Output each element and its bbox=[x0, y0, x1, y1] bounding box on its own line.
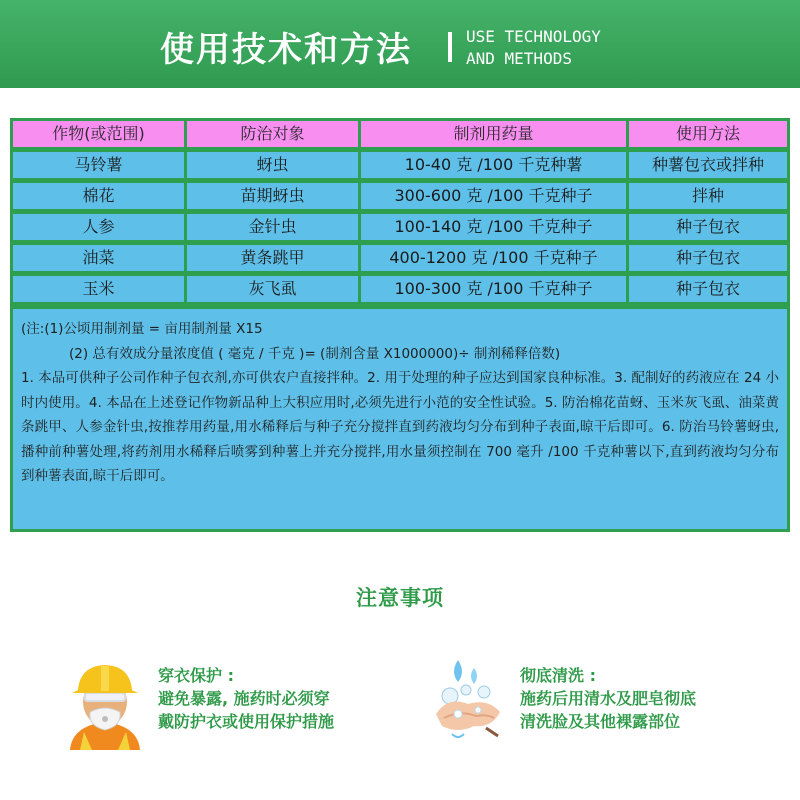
english-subtitle-line1: USE TECHNOLOGY bbox=[466, 27, 601, 46]
table-cell: 棉花 bbox=[13, 183, 184, 209]
usage-notes bbox=[13, 309, 787, 529]
table-cell: 种子包衣 bbox=[629, 276, 787, 302]
title-divider bbox=[448, 32, 452, 62]
cleaning-tip bbox=[520, 664, 696, 733]
usage-panel bbox=[10, 118, 790, 532]
table-header-method: 使用方法 bbox=[629, 121, 787, 147]
cleaning-tip-line2: 清洗脸及其他裸露部位 bbox=[520, 712, 681, 731]
cleaning-tip-heading: 彻底清洗 : bbox=[520, 666, 596, 685]
cleaning-tip-line1: 施药后用清水及肥皂彻底 bbox=[520, 689, 697, 708]
table-header-target: 防治对象 bbox=[187, 121, 358, 147]
table-cell: 种子包衣 bbox=[629, 214, 787, 240]
clothing-tip-line1: 避免暴露, 施药时必须穿 bbox=[158, 689, 330, 708]
note-line-1: (注:(1)公顷用制剂量 = 亩用制剂量 X15 bbox=[21, 321, 263, 337]
table-cell: 拌种 bbox=[629, 183, 787, 209]
precautions-title: 注意事项 bbox=[356, 586, 444, 610]
table-cell: 玉米 bbox=[13, 276, 184, 302]
table-cell: 人参 bbox=[13, 214, 184, 240]
clothing-tip bbox=[158, 664, 334, 733]
table-cell: 蚜虫 bbox=[187, 152, 358, 178]
table-cell: 100-300 克 /100 千克种子 bbox=[361, 276, 626, 302]
note-line-2: (2) 总有效成分量浓度值 ( 毫克 / 千克 )= (制剂含量 X1000000)÷ 制剂稀释倍数) bbox=[69, 345, 561, 362]
table-cell: 灰飞虱 bbox=[187, 276, 358, 302]
table-cell: 种薯包衣或拌种 bbox=[629, 152, 787, 178]
table-cell: 10-40 克 /100 千克种薯 bbox=[361, 152, 626, 178]
table-cell: 黄条跳甲 bbox=[187, 245, 358, 271]
english-subtitle bbox=[466, 26, 601, 70]
usage-instructions: 1. 本品可供种子公司作种子包衣剂,亦可供农户直接拌种。2. 用于处理的种子应达到国家良种标准。3. 配制好的药液应在 24 小时内使用。4. 本品在上述登记作物新品种上大积应用时,必须先进行小范的安全性试验。5. 防治棉花苗蚜、玉米灰飞虱、油菜黄条跳甲、人参金针虫,按推荐用药量,用水稀释后与种子充分搅拌直到药液均匀分布到种子表面,晾干后即可。6. 防治马铃薯蚜虫,播种前种薯处理,将药剂用水稀释后喷雾到种薯上并充分搅拌,用水量须控制在 700 毫升 /100 千克种薯以下,直到药液均匀分布到种薯表面,晾干后即可。 bbox=[21, 370, 779, 484]
table-cell: 金针虫 bbox=[187, 214, 358, 240]
table-cell: 100-140 克 /100 千克种子 bbox=[361, 214, 626, 240]
protective-gear-icon bbox=[62, 660, 148, 750]
clothing-tip-line2: 戴防护衣或使用保护措施 bbox=[158, 712, 335, 731]
table-header-crop: 作物(或范围) bbox=[13, 121, 184, 147]
hand-washing-icon bbox=[428, 656, 506, 744]
table-cell: 300-600 克 /100 千克种子 bbox=[361, 183, 626, 209]
table-cell: 400-1200 克 /100 千克种子 bbox=[361, 245, 626, 271]
table-cell: 油菜 bbox=[13, 245, 184, 271]
page-title: 使用技术和方法 bbox=[160, 30, 412, 70]
page-header bbox=[0, 0, 800, 88]
clothing-tip-heading: 穿衣保护 : bbox=[158, 666, 234, 685]
table-cell: 苗期蚜虫 bbox=[187, 183, 358, 209]
english-subtitle-line2: AND METHODS bbox=[466, 49, 572, 68]
table-cell: 马铃薯 bbox=[13, 152, 184, 178]
table-cell: 种子包衣 bbox=[629, 245, 787, 271]
table-header-dosage: 制剂用药量 bbox=[361, 121, 626, 147]
